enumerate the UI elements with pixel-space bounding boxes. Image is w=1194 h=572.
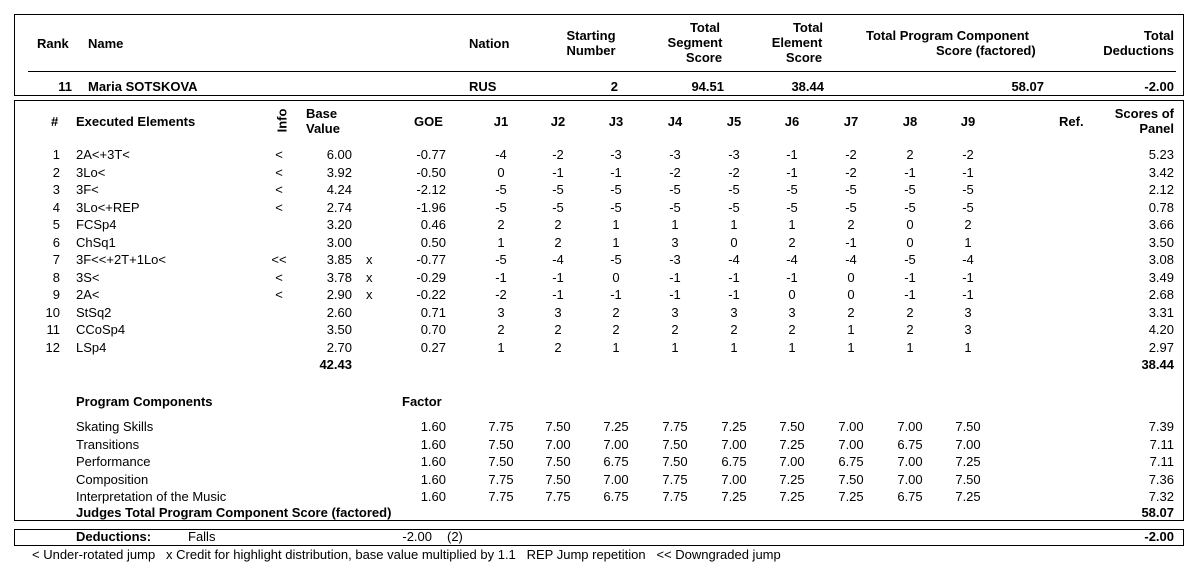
element-judge-score: 1 [730, 339, 738, 355]
component-panel-score: 7.36 [1148, 471, 1174, 487]
component-judge-score: 7.00 [779, 454, 805, 469]
header-deductions-2: Deductions [1103, 43, 1174, 58]
deductions-value: -2.00 [402, 529, 432, 544]
element-panel-score: 3.66 [1148, 217, 1174, 232]
element-judge-score: 1 [671, 339, 679, 355]
element-base-value: 2.60 [326, 304, 352, 320]
component-judge-score: 7.75 [488, 489, 514, 504]
element-base-value: 3.00 [326, 234, 352, 250]
element-goe: -1.96 [416, 199, 446, 215]
element-panel-score: 3.08 [1148, 252, 1174, 267]
element-panel-score: 3.31 [1148, 304, 1174, 320]
element-judge-score: 2 [554, 217, 562, 232]
judge-header: J9 [960, 114, 976, 129]
element-base-value: 3.92 [326, 164, 352, 180]
element-info: < [275, 199, 283, 215]
header-deductions-1: Total [1143, 28, 1174, 43]
elements-header-panel-1: Scores of [1114, 106, 1174, 121]
skater-nation: RUS [469, 79, 497, 94]
element-judge-score: -5 [610, 199, 622, 215]
component-factor: 1.60 [420, 419, 446, 434]
element-num: 6 [52, 234, 60, 250]
component-judge-score: 7.50 [545, 454, 571, 469]
element-judge-score: -5 [669, 182, 681, 197]
element-base-value: 3.50 [326, 322, 352, 337]
skater-rank: 11 [58, 79, 72, 94]
component-judge-score: 7.50 [545, 471, 571, 487]
element-judge-score: 1 [847, 339, 855, 355]
component-judge-score: 6.75 [603, 489, 629, 504]
element-judge-score: -1 [786, 147, 798, 162]
component-judge-score: 6.75 [721, 454, 747, 469]
component-judge-score: 7.50 [838, 471, 864, 487]
component-name: Composition [76, 471, 149, 487]
element-name: 3Lo< [76, 164, 106, 180]
element-judge-score: -1 [904, 164, 916, 180]
element-judge-score: 1 [671, 217, 679, 232]
element-panel-score: 2.68 [1148, 287, 1174, 302]
element-name: CCoSp4 [76, 322, 126, 337]
element-judge-score: 3 [497, 304, 505, 320]
element-name: FCSp4 [76, 217, 117, 232]
element-base-value: 4.24 [326, 182, 352, 197]
element-judge-score: 3 [671, 234, 679, 250]
element-judge-score: -1 [552, 269, 564, 285]
elements-header-base-2: Value [306, 121, 340, 136]
element-judge-score: 1 [788, 339, 796, 355]
element-base-value: 3.20 [326, 217, 352, 232]
component-panel-score: 7.39 [1148, 419, 1174, 434]
skater-deductions: -2.00 [1144, 79, 1174, 94]
component-judge-score: 7.00 [721, 471, 747, 487]
element-judge-score: -5 [669, 199, 681, 215]
element-name: 3S< [76, 269, 100, 285]
component-factor: 1.60 [420, 471, 446, 487]
component-judge-score: 7.25 [779, 436, 805, 452]
element-judge-score: -4 [786, 252, 798, 267]
element-judge-score: 3 [671, 304, 679, 320]
element-judge-score: 0 [847, 269, 855, 285]
element-judge-score: -5 [728, 182, 740, 197]
component-name: Transitions [76, 436, 140, 452]
element-judge-score: 1 [497, 339, 505, 355]
component-judge-score: 7.75 [488, 419, 514, 434]
element-judge-score: 2 [554, 234, 562, 250]
element-goe: -2.12 [416, 182, 446, 197]
element-goe: 0.50 [420, 234, 446, 250]
element-judge-score: 0 [730, 234, 738, 250]
header-rank: Rank [37, 36, 69, 51]
component-judge-score: 7.00 [603, 436, 629, 452]
element-judge-score: -1 [845, 234, 857, 250]
element-name: 2A<+3T< [76, 147, 130, 162]
element-judge-score: -5 [904, 199, 916, 215]
element-judge-score: 3 [730, 304, 738, 320]
element-num: 12 [45, 339, 60, 355]
element-judge-score: 0 [612, 269, 620, 285]
element-judge-score: 1 [964, 339, 972, 355]
component-name: Skating Skills [76, 419, 154, 434]
element-judge-score: -1 [728, 269, 740, 285]
element-judge-score: 2 [554, 322, 562, 337]
element-judge-score: 1 [964, 234, 972, 250]
component-judge-score: 7.00 [897, 471, 923, 487]
element-judge-score: 1 [788, 217, 796, 232]
elements-total-score: 38.44 [1141, 357, 1174, 372]
skater-tes: 38.44 [791, 79, 824, 94]
elements-header-panel-2: Panel [1139, 121, 1174, 136]
element-judge-score: -5 [786, 182, 798, 197]
skater-name: Maria SOTSKOVA [88, 79, 198, 94]
element-judge-score: 3 [554, 304, 562, 320]
element-num: 9 [52, 287, 60, 302]
component-judge-score: 7.25 [955, 454, 981, 469]
element-name: LSp4 [76, 339, 107, 355]
element-judge-score: 3 [964, 304, 972, 320]
component-judge-score: 7.00 [721, 436, 747, 452]
header-nation: Nation [469, 36, 510, 51]
header-tss-3: Score [685, 50, 723, 65]
component-judge-score: 7.75 [545, 489, 571, 504]
skater-starting-number: 2 [610, 79, 618, 94]
element-judge-score: -5 [610, 252, 622, 267]
element-judge-score: 2 [671, 322, 679, 337]
component-judge-score: 7.50 [662, 454, 688, 469]
element-info: < [275, 287, 283, 302]
legend: < Under-rotated jump x Credit for highlight distribution, base value multiplied by 1.1 REP Jump repetition << Downgraded jump [32, 547, 781, 562]
element-judge-score: 0 [847, 287, 855, 302]
component-judge-score: 6.75 [603, 454, 629, 469]
element-judge-score: 3 [788, 304, 796, 320]
element-judge-score: 2 [612, 322, 620, 337]
element-judge-score: -5 [786, 199, 798, 215]
element-info: < [275, 147, 283, 162]
element-goe: 0.70 [420, 322, 446, 337]
element-num: 1 [52, 147, 60, 162]
element-num: 10 [45, 304, 60, 320]
element-base-value: 2.70 [326, 339, 352, 355]
element-base-value: 6.00 [326, 147, 352, 162]
element-judge-score: 3 [964, 322, 972, 337]
element-judge-score: 1 [847, 322, 855, 337]
components-factor-label: Factor [402, 394, 442, 409]
deductions-label: Deductions: [76, 529, 152, 544]
component-judge-score: 7.00 [897, 419, 923, 434]
header-pcs-2: Score (factored) [936, 43, 1036, 58]
component-judge-score: 7.00 [545, 436, 571, 452]
component-judge-score: 7.00 [603, 471, 629, 487]
elements-header-num: # [51, 114, 59, 129]
elements-header-executed: Executed Elements [76, 114, 196, 129]
element-judge-score: -2 [728, 164, 740, 180]
component-name: Performance [76, 454, 151, 469]
element-base-value: 3.78 [326, 269, 352, 285]
element-panel-score: 2.97 [1148, 339, 1174, 355]
element-judge-score: -4 [962, 252, 974, 267]
element-base-value: 2.90 [326, 287, 352, 302]
element-judge-score: -1 [962, 269, 974, 285]
component-judge-score: 7.75 [662, 489, 688, 504]
element-judge-score: -4 [495, 147, 507, 162]
component-judge-score: 7.50 [779, 419, 805, 434]
component-factor: 1.60 [420, 436, 446, 452]
component-judge-score: 7.75 [662, 419, 688, 434]
element-num: 11 [46, 322, 60, 337]
element-info: < [275, 269, 283, 285]
component-judge-score: 7.25 [721, 419, 747, 434]
element-judge-score: 2 [964, 217, 972, 232]
element-bonus-mark: x [366, 252, 373, 267]
component-judge-score: 7.25 [955, 489, 981, 504]
component-judge-score: 7.75 [488, 471, 514, 487]
component-factor: 1.60 [420, 489, 446, 504]
component-judge-score: 7.25 [603, 419, 629, 434]
component-judge-score: 7.50 [488, 454, 514, 469]
element-judge-score: -5 [495, 182, 507, 197]
element-judge-score: -2 [845, 164, 857, 180]
judge-header: J8 [902, 114, 918, 129]
element-panel-score: 4.20 [1148, 322, 1174, 337]
component-judge-score: 6.75 [838, 454, 864, 469]
elements-header-info: Info [274, 108, 290, 133]
element-judge-score: -1 [786, 269, 798, 285]
component-panel-score: 7.32 [1148, 489, 1174, 504]
header-pcs-1: Total Program Component [866, 28, 1029, 43]
element-judge-score: -3 [728, 147, 740, 162]
element-name: 3Lo<+REP [76, 199, 140, 215]
header-starting-number-2: Number [566, 43, 616, 58]
judge-header: J4 [667, 114, 683, 129]
element-judge-score: -5 [552, 182, 564, 197]
element-panel-score: 3.42 [1148, 164, 1174, 180]
component-judge-score: 7.00 [838, 436, 864, 452]
element-judge-score: 2 [906, 322, 914, 337]
element-judge-score: -1 [610, 287, 622, 302]
element-goe: -0.22 [416, 287, 446, 302]
component-name: Interpretation of the Music [76, 489, 227, 504]
component-judge-score: 7.00 [955, 436, 981, 452]
component-judge-score: 7.50 [955, 471, 981, 487]
element-judge-score: 2 [788, 234, 796, 250]
elements-header-ref: Ref. [1059, 114, 1084, 129]
element-judge-score: -5 [610, 182, 622, 197]
component-judge-score: 7.00 [838, 419, 864, 434]
element-judge-score: 2 [497, 322, 505, 337]
element-judge-score: -2 [669, 164, 681, 180]
components-total-label: Judges Total Program Component Score (factored) [76, 505, 392, 520]
deductions-total: -2.00 [1144, 529, 1174, 544]
element-goe: -0.77 [416, 252, 446, 267]
element-judge-score: 1 [612, 339, 620, 355]
judge-header: J1 [493, 114, 509, 129]
element-goe: -0.29 [416, 269, 446, 285]
element-judge-score: 1 [612, 217, 620, 232]
element-judge-score: -1 [669, 287, 681, 302]
element-goe: -0.50 [416, 164, 446, 180]
element-judge-score: 1 [497, 234, 505, 250]
element-judge-score: 1 [730, 217, 738, 232]
header-tes-3: Score [785, 50, 823, 65]
components-total: 58.07 [1141, 505, 1174, 520]
element-judge-score: 2 [612, 304, 620, 320]
element-num: 2 [52, 164, 60, 180]
element-judge-score: 0 [906, 234, 914, 250]
element-judge-score: 2 [554, 339, 562, 355]
element-judge-score: -1 [552, 164, 564, 180]
element-panel-score: 2.12 [1148, 182, 1174, 197]
element-judge-score: -3 [669, 147, 681, 162]
element-panel-score: 0.78 [1148, 199, 1174, 215]
element-info: < [275, 164, 283, 180]
element-judge-score: -5 [552, 199, 564, 215]
element-num: 7 [52, 252, 60, 267]
component-judge-score: 7.50 [488, 436, 514, 452]
element-judge-score: -5 [728, 199, 740, 215]
element-num: 5 [52, 217, 60, 232]
component-judge-score: 7.25 [838, 489, 864, 504]
element-judge-score: -2 [962, 147, 974, 162]
judge-header: J5 [726, 114, 742, 129]
judge-header: J6 [784, 114, 800, 129]
element-judge-score: -4 [728, 252, 740, 267]
element-info: < [275, 182, 283, 197]
components-title: Program Components [76, 394, 213, 409]
element-judge-score: 1 [906, 339, 914, 355]
element-judge-score: -1 [610, 164, 622, 180]
element-judge-score: 2 [730, 322, 738, 337]
element-goe: 0.71 [420, 304, 446, 320]
element-judge-score: -1 [552, 287, 564, 302]
header-tss-1: Total [689, 20, 721, 35]
skater-pcs: 58.07 [1011, 79, 1044, 94]
element-name: ChSq1 [76, 234, 116, 250]
element-judge-score: -5 [962, 199, 974, 215]
component-judge-score: 7.25 [779, 471, 805, 487]
component-panel-score: 7.11 [1149, 454, 1174, 469]
component-judge-score: 6.75 [897, 436, 923, 452]
header-tes-1: Total [792, 20, 824, 35]
element-goe: 0.27 [420, 339, 446, 355]
element-judge-score: -1 [904, 269, 916, 285]
element-judge-score: -1 [962, 287, 974, 302]
element-judge-score: -1 [728, 287, 740, 302]
deductions-type: Falls [188, 529, 216, 544]
element-judge-score: -5 [845, 182, 857, 197]
element-panel-score: 3.49 [1148, 269, 1174, 285]
element-judge-score: -5 [904, 252, 916, 267]
element-judge-score: -5 [962, 182, 974, 197]
element-judge-score: -4 [845, 252, 857, 267]
element-judge-score: -1 [786, 164, 798, 180]
element-info: << [271, 252, 287, 267]
element-panel-score: 5.23 [1148, 147, 1174, 162]
component-judge-score: 7.50 [662, 436, 688, 452]
element-judge-score: -3 [610, 147, 622, 162]
element-goe: 0.46 [420, 217, 446, 232]
elements-total-base: 42.43 [319, 357, 352, 372]
element-judge-score: -2 [552, 147, 564, 162]
header-tss-2: Segment [667, 35, 723, 50]
element-judge-score: -1 [962, 164, 974, 180]
elements-header-goe: GOE [414, 114, 443, 129]
element-num: 4 [52, 199, 60, 215]
element-name: StSq2 [76, 304, 112, 320]
element-judge-score: 1 [612, 234, 620, 250]
deductions-count: (2) [447, 529, 463, 544]
element-name: 3F<<+2T+1Lo< [76, 252, 166, 267]
element-base-value: 2.74 [326, 199, 352, 215]
judge-header: J7 [843, 114, 859, 129]
component-judge-score: 7.50 [955, 419, 981, 434]
element-num: 8 [52, 269, 60, 285]
element-judge-score: 0 [906, 217, 914, 232]
header-tes-2: Element [771, 35, 823, 50]
element-judge-score: 2 [497, 217, 505, 232]
element-bonus-mark: x [366, 269, 373, 285]
element-judge-score: 2 [847, 304, 855, 320]
component-judge-score: 7.25 [721, 489, 747, 504]
element-judge-score: 2 [788, 322, 796, 337]
element-judge-score: -4 [552, 252, 564, 267]
element-judge-score: -3 [669, 252, 681, 267]
element-name: 2A< [76, 287, 100, 302]
component-judge-score: 7.00 [897, 454, 923, 469]
element-judge-score: 0 [497, 164, 505, 180]
component-judge-score: 6.75 [897, 489, 923, 504]
element-name: 3F< [76, 182, 99, 197]
element-judge-score: -5 [904, 182, 916, 197]
header-name: Name [88, 36, 124, 51]
element-goe: -0.77 [416, 147, 446, 162]
element-judge-score: 2 [847, 217, 855, 232]
element-judge-score: -2 [495, 287, 507, 302]
header-divider [28, 71, 1176, 72]
component-panel-score: 7.11 [1149, 436, 1174, 452]
elements-header-base-1: Base [306, 106, 338, 121]
element-judge-score: -5 [495, 199, 507, 215]
skater-tss: 94.51 [691, 79, 724, 94]
element-base-value: 3.85 [326, 252, 352, 267]
judge-header: J3 [608, 114, 624, 129]
element-bonus-mark: x [366, 287, 373, 302]
element-judge-score: -5 [495, 252, 507, 267]
element-judge-score: 2 [906, 147, 914, 162]
element-num: 3 [52, 182, 60, 197]
judge-header: J2 [550, 114, 566, 129]
element-judge-score: -2 [845, 147, 857, 162]
element-judge-score: 0 [788, 287, 796, 302]
element-judge-score: 2 [906, 304, 914, 320]
element-judge-score: -1 [904, 287, 916, 302]
header-starting-number-1: Starting [566, 28, 616, 43]
element-panel-score: 3.50 [1148, 234, 1174, 250]
element-judge-score: -1 [495, 269, 507, 285]
component-factor: 1.60 [420, 454, 446, 469]
component-judge-score: 7.50 [545, 419, 571, 434]
component-judge-score: 7.75 [662, 471, 688, 487]
element-judge-score: -1 [669, 269, 681, 285]
element-judge-score: -5 [845, 199, 857, 215]
component-judge-score: 7.25 [779, 489, 805, 504]
